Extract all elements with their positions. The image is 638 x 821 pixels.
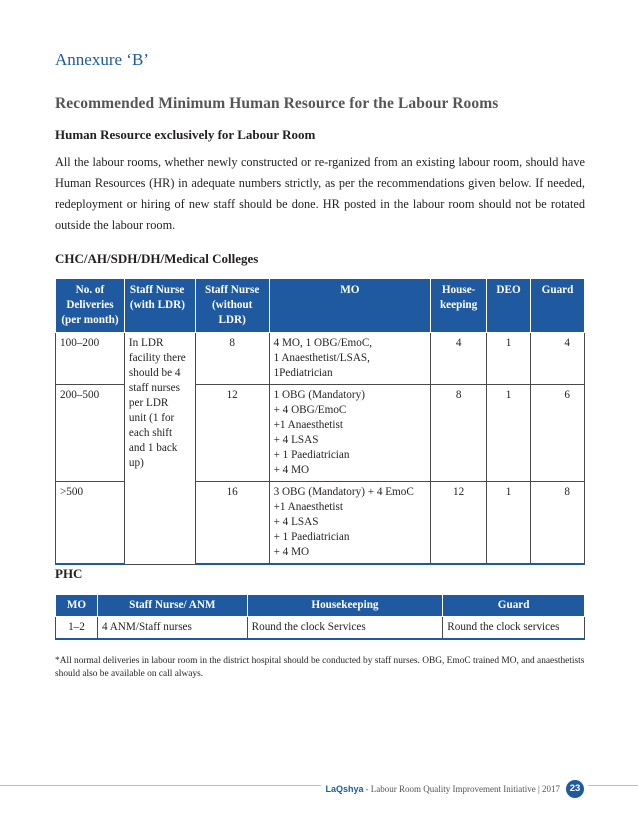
mo-cell: 1 OBG (Mandatory) + 4 OBG/EmoC +1 Anaesthetist + 4 LSAS + 1 Paediatrician + 4 MO — [269, 385, 431, 482]
deliveries-cell: 100–200 — [56, 333, 125, 385]
page-heading: Recommended Minimum Human Resource for the Labour Rooms — [55, 95, 499, 112]
hr-table-phc — [55, 594, 585, 640]
col-header-sn-without-ldr: Staff Nurse (without LDR) — [195, 279, 269, 333]
hr-table-chc — [55, 278, 585, 565]
intro-paragraph: All the labour rooms, whether newly constructed or re-rganized from an existing labour room, should have Human Resources (HR) in adequate numbers strictly, as per the recommendations given below. If needed, redeployment or hiring of new staff should be done. HR posted in the labour room should not be rotated outside the labour room. — [55, 155, 585, 232]
col-header-deliveries: No. of Deliveries (per month) — [56, 279, 125, 333]
guard-cell: Round the clock services — [443, 617, 585, 640]
mo-cell: 1–2 — [56, 617, 98, 640]
guard-cell: 6 — [531, 385, 585, 482]
mo-cell: 4 MO, 1 OBG/EmoC, 1 Anaesthetist/LSAS, 1Pediatrician — [269, 333, 431, 385]
col-header-housekeeping: Housekeeping — [247, 595, 443, 617]
housekeeping-cell: Round the clock Services — [247, 617, 443, 640]
sn-without-cell: 12 — [195, 385, 269, 482]
housekeeping-cell: 4 — [431, 333, 487, 385]
brand-logo-text: LaQshya — [325, 784, 364, 794]
table-row — [56, 617, 585, 640]
col-header-mo: MO — [269, 279, 431, 333]
col-header-guard: Guard — [443, 595, 585, 617]
page-number-badge: 23 — [566, 780, 584, 798]
housekeeping-cell: 8 — [431, 385, 487, 482]
guard-cell: 8 — [531, 482, 585, 565]
page-footer — [321, 780, 588, 798]
ldr-note-cell: In LDR facility there should be 4 staff nurses per LDR unit (1 for each shift and 1 back up) — [124, 333, 195, 565]
deo-cell: 1 — [487, 482, 531, 565]
section-title-phc: PHC — [55, 566, 83, 581]
mo-cell: 3 OBG (Mandatory) + 4 EmoC +1 Anaesthetist + 4 LSAS + 1 Paediatrician + 4 MO — [269, 482, 431, 565]
footnote: *All normal deliveries in labour room in the district hospital should be conducted by staff nurses. OBG, EmoC trained MO, and anaesthetists should also be available on call always. — [55, 656, 585, 679]
col-header-sn-with-ldr: Staff Nurse (with LDR) — [124, 279, 195, 333]
sn-without-cell: 8 — [195, 333, 269, 385]
deo-cell: 1 — [487, 333, 531, 385]
staff-cell: 4 ANM/Staff nurses — [97, 617, 247, 640]
footer-text: - Labour Room Quality Improvement Initiative | 2017 — [365, 784, 560, 794]
subheading: Human Resource exclusively for Labour Room — [55, 127, 316, 142]
guard-cell: 4 — [531, 333, 585, 385]
deliveries-cell: 200–500 — [56, 385, 125, 482]
housekeeping-cell: 12 — [431, 482, 487, 565]
col-header-mo: MO — [56, 595, 98, 617]
deo-cell: 1 — [487, 385, 531, 482]
sn-without-cell: 16 — [195, 482, 269, 565]
col-header-deo: DEO — [487, 279, 531, 333]
deliveries-cell: >500 — [56, 482, 125, 565]
section-title-chc: CHC/AH/SDH/DH/Medical Colleges — [55, 251, 259, 266]
col-header-staff-nurse-anm: Staff Nurse/ ANM — [97, 595, 247, 617]
table-row — [56, 333, 585, 385]
col-header-guard: Guard — [531, 279, 585, 333]
annexure-title: Annexure ‘B’ — [55, 50, 149, 69]
col-header-housekeeping: House-keeping — [431, 279, 487, 333]
